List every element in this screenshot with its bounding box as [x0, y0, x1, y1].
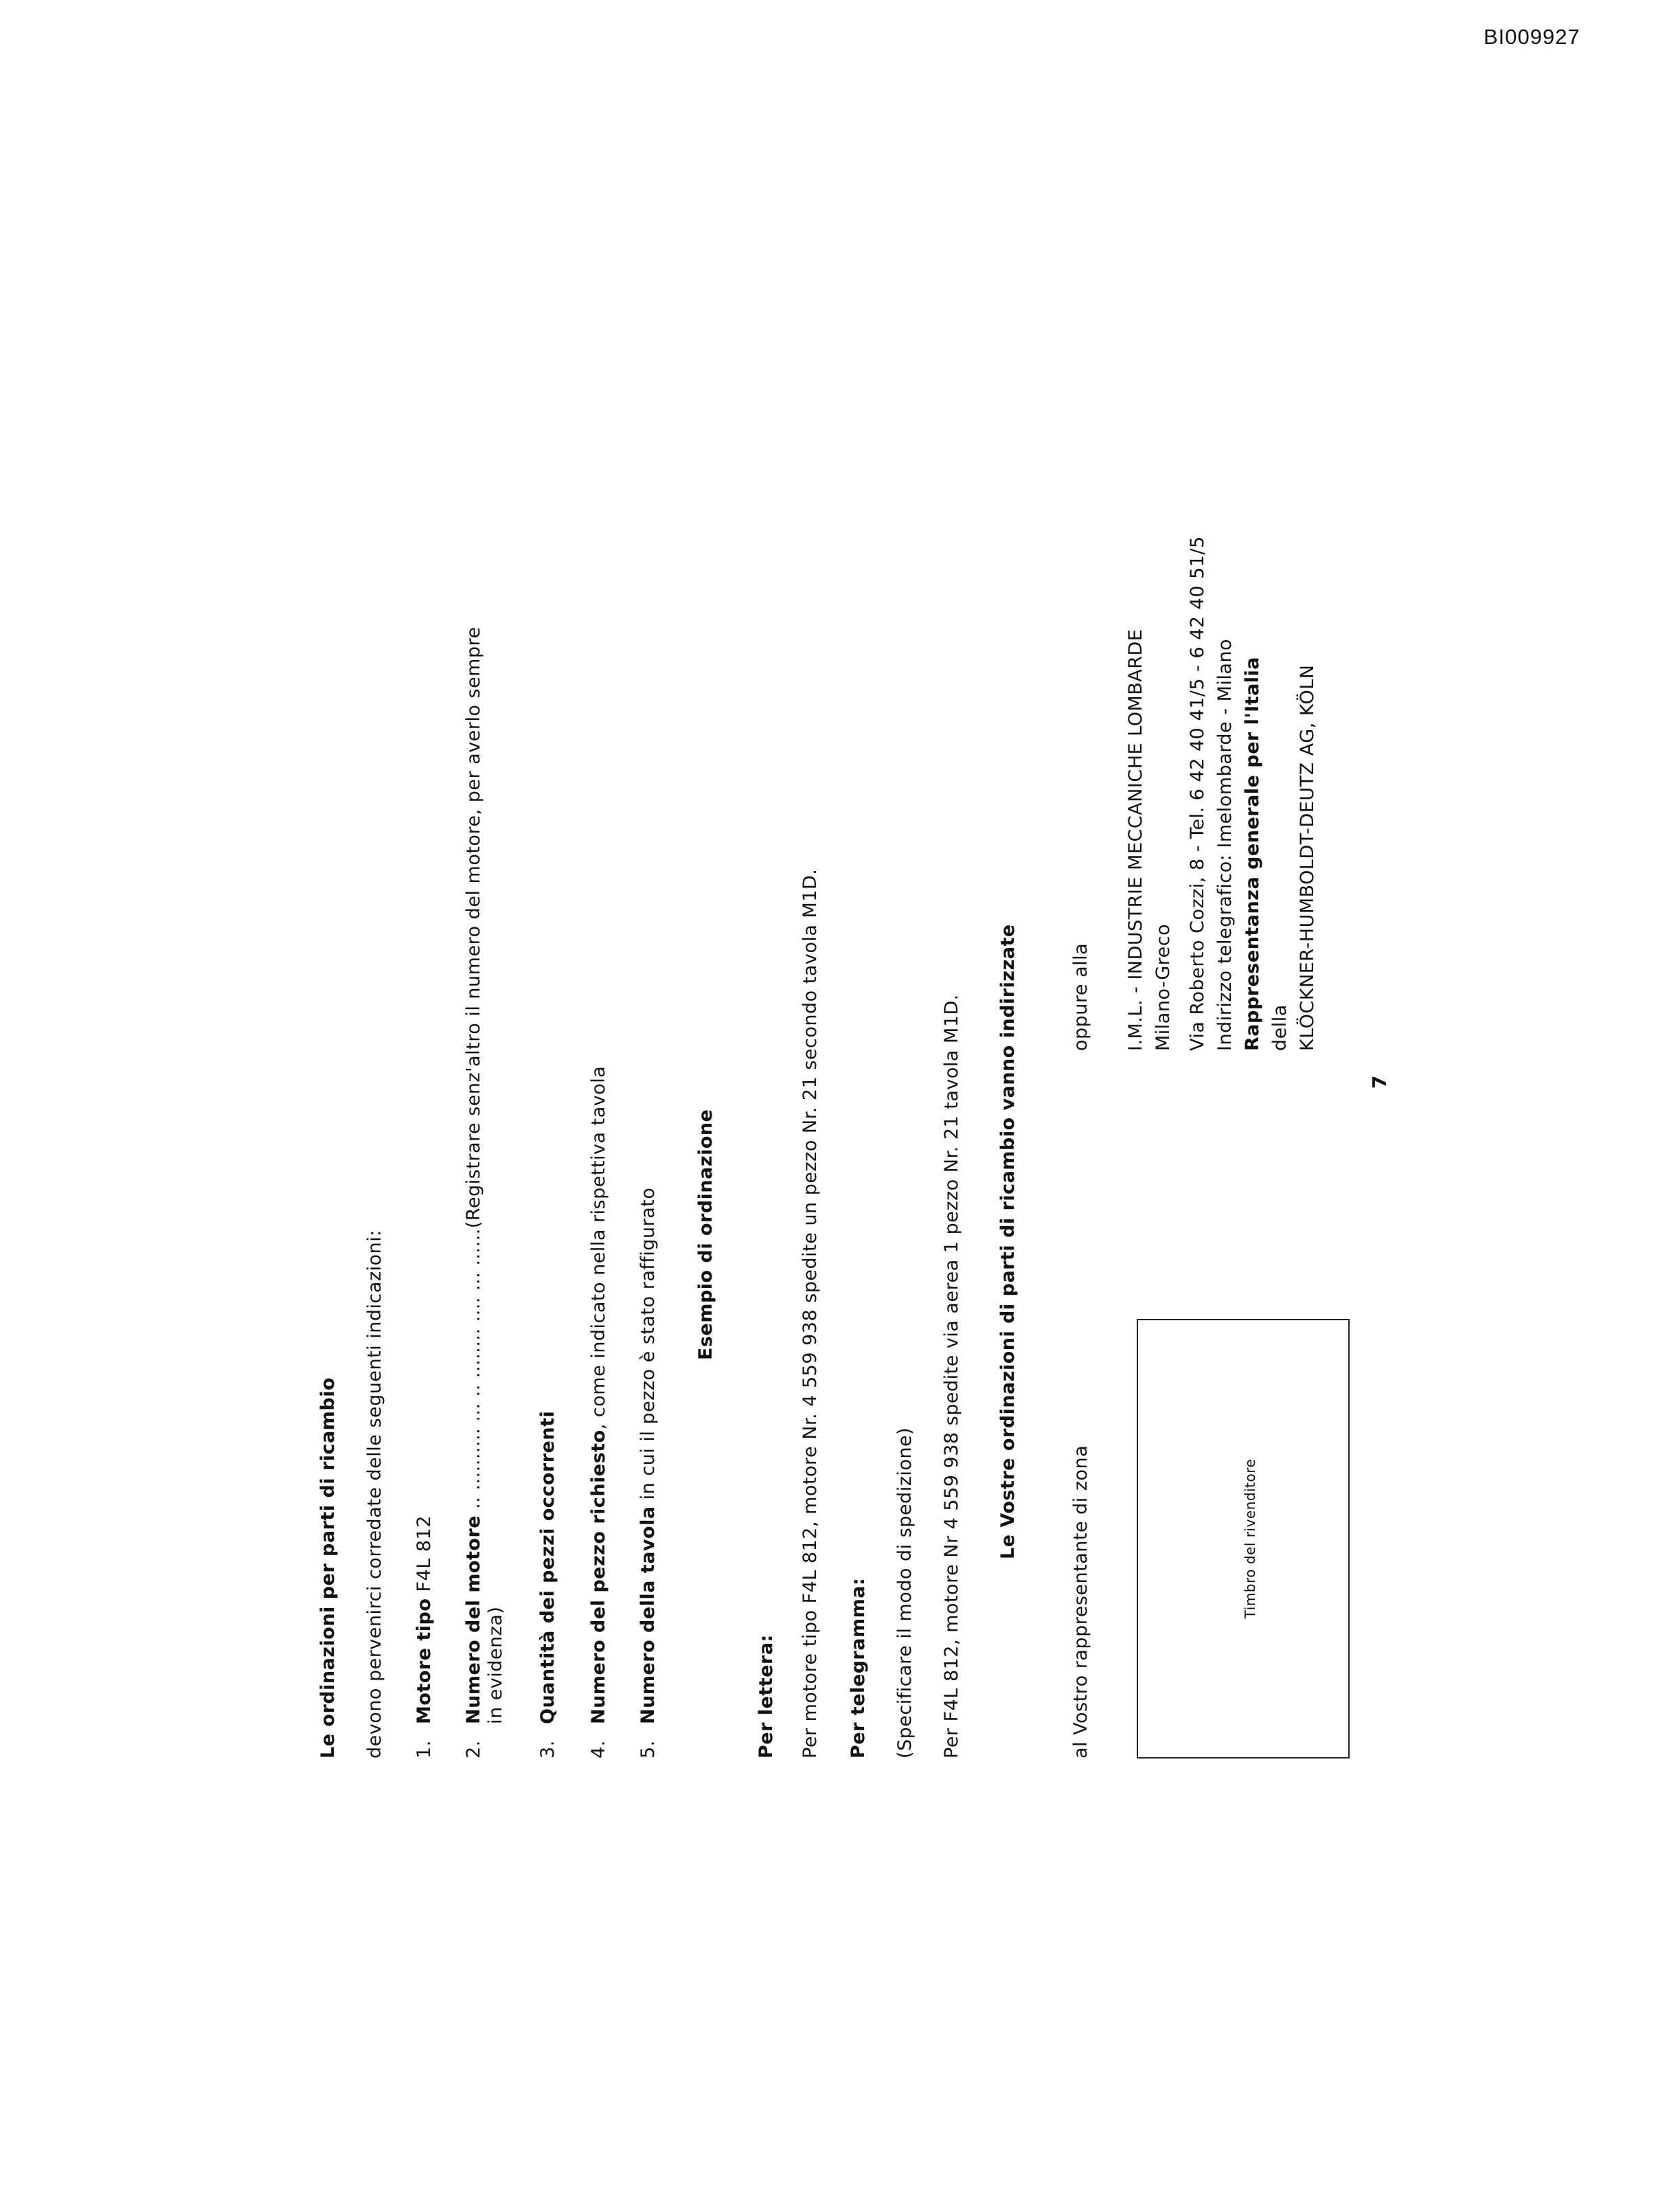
item-bold: Numero della tavola: [637, 1506, 659, 1724]
list-item-continuation: in evidenza): [485, 1606, 506, 1724]
item-text: , come indicato nella rispettiva tavola: [588, 1065, 609, 1430]
letter-text: Per motore tipo F4L 812, motore Nr. 4 559 938 spedite un pezzo Nr. 21 secondo tavola M1D.: [799, 868, 821, 1758]
page-number: 7: [1368, 1075, 1391, 1089]
item-number: 3.: [537, 1740, 558, 1758]
item-number: 2.: [463, 1740, 484, 1758]
telegram-text: Per F4L 812, motore Nr 4 559 938 spedite via aerea 1 pezzo Nr. 21 tavola M1D.: [941, 994, 962, 1758]
item-text: F4L 812: [413, 1515, 435, 1598]
rotated-page-content: [309, 385, 1391, 1758]
company-name: I.M.L. - INDUSTRIE MECCANICHE LOMBARDE: [1125, 629, 1146, 1051]
item-number: 4.: [588, 1740, 609, 1758]
company-city: Milano-Greco: [1153, 923, 1174, 1051]
item-text: in cui il pezzo è stato raffigurato: [637, 1187, 659, 1506]
document-id: BI009927: [1484, 25, 1580, 49]
letter-label: Per lettera:: [756, 1634, 777, 1758]
item-bold: Numero del motore: [463, 1515, 484, 1724]
company-address: Via Roberto Cozzi, 8 - Tel. 6 42 40 41/5 - 6 42 40 51/5: [1187, 536, 1208, 1051]
rep-label: al Vostro rappresentante di zona: [1070, 1445, 1091, 1758]
item-bold: Motore tipo: [413, 1598, 435, 1724]
dealer-stamp-box: [1137, 1319, 1350, 1758]
list-item: [462, 626, 486, 1758]
company-parent: KLÖCKNER-HUMBOLDT-DEUTZ AG, KÖLN: [1297, 664, 1318, 1051]
list-item: [536, 1411, 560, 1758]
item-number: 5.: [637, 1740, 659, 1758]
item-bold: Quantità dei pezzi occorrenti: [537, 1410, 558, 1724]
company-telegraph: Indirizzo telegrafico: Imelombarde - Milano: [1214, 638, 1236, 1051]
stamp-label: Timbro del rivenditore: [1242, 1458, 1258, 1619]
telegram-label: Per telegramma:: [848, 1577, 869, 1758]
address-heading: Le Vostre ordinazioni di parti di ricambio vanno indirizzate: [997, 924, 1019, 1559]
item-number: 1.: [413, 1740, 435, 1758]
example-heading: Esempio di ordinazione: [695, 1109, 716, 1360]
intro-text: devono pervenirci corredate delle seguenti indicazioni:: [364, 1230, 385, 1758]
or-label: oppure alla: [1070, 942, 1091, 1051]
item-text: .. .......... ... .. ........ .... ... ......(Registrare senz'altro il numero del motore, per averlo sempre: [463, 626, 484, 1515]
company-della: della: [1269, 1004, 1291, 1051]
page-heading: Le ordinazioni per parti di ricambio: [317, 1377, 339, 1758]
list-item: [587, 1066, 611, 1758]
company-representation: Rappresentanza generale per l'Italia: [1242, 656, 1263, 1051]
item-bold: Numero del pezzo richiesto: [588, 1429, 609, 1724]
list-item: [636, 1188, 661, 1758]
list-item: [412, 1515, 437, 1758]
telegram-note: (Specificare il modo di spedizione): [894, 1427, 916, 1758]
